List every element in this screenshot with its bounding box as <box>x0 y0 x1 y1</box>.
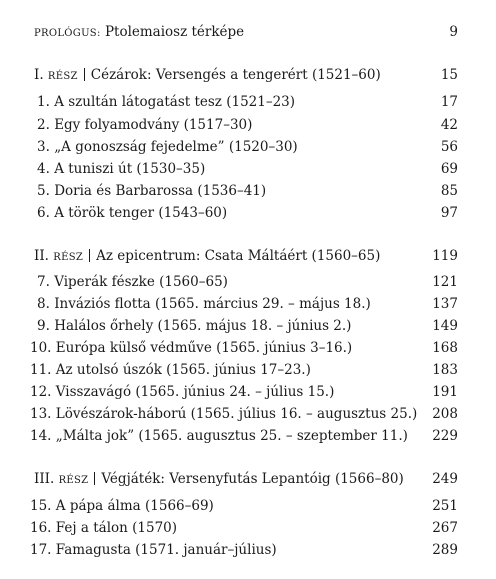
toc-part-2 <box>0 246 496 266</box>
toc-chapter <box>0 382 496 402</box>
chapter-number: 12. <box>30 384 52 400</box>
chapter-title: Európa külső védműve (1565. június 3–16.) <box>55 340 353 356</box>
chapter-page: 121 <box>432 274 458 290</box>
chapter-page: 97 <box>440 205 458 221</box>
chapter-number: 5. <box>37 183 50 199</box>
chapter-number: 7. <box>37 274 50 290</box>
toc-prologue <box>0 22 496 42</box>
toc-chapter <box>0 272 496 292</box>
toc-chapter <box>0 518 496 538</box>
chapter-number: 15. <box>30 498 52 514</box>
chapter-title: A tuniszi út (1530–35) <box>54 161 206 177</box>
chapter-page: 69 <box>440 161 458 177</box>
chapter-number: 1. <box>37 94 50 110</box>
divider-bar <box>89 249 90 262</box>
chapter-page: 17 <box>440 94 458 110</box>
chapter-title: Doria és Barbarossa (1536–41) <box>54 183 267 199</box>
chapter-page: 208 <box>432 406 458 422</box>
chapter-page: 42 <box>440 117 458 133</box>
toc-chapter <box>0 92 496 112</box>
chapter-page: 267 <box>432 520 458 536</box>
part-page: 249 <box>432 471 458 487</box>
chapter-title: „Málta jok” (1565. augusztus 25. – szeptember 11.) <box>55 428 408 444</box>
divider-bar <box>94 472 95 485</box>
chapter-title: Az utolsó úszók (1565. június 17–23.) <box>55 362 311 378</box>
toc-chapter <box>0 294 496 314</box>
chapter-number: 6. <box>37 205 50 221</box>
toc-chapter <box>0 115 496 135</box>
chapter-page: 149 <box>432 318 458 334</box>
toc-chapter <box>0 360 496 380</box>
chapter-number: 3. <box>37 139 50 155</box>
divider-bar <box>84 68 85 81</box>
part-title: Az epicentrum: Csata Máltáért (1560–65) <box>96 248 381 264</box>
prologue-title: Ptolemaiosz térképe <box>104 24 245 40</box>
part-numeral: II. <box>34 248 49 264</box>
chapter-title: Inváziós flotta (1565. március 29. – május 18.) <box>54 296 371 312</box>
chapter-title: Halálos őrhely (1565. május 18. – június 2.) <box>54 318 352 334</box>
toc-chapter <box>0 404 496 424</box>
prologue-label: PROLÓGUS: <box>34 28 101 39</box>
chapter-title: „A gonoszság fejedelme” (1520–30) <box>54 139 298 155</box>
part-numeral: III. <box>34 471 55 487</box>
chapter-number: 2. <box>37 117 50 133</box>
chapter-number: 10. <box>30 340 52 356</box>
part-resz: RÉSZ <box>47 71 78 82</box>
chapter-title: A pápa álma (1566–69) <box>55 498 214 514</box>
chapter-page: 85 <box>440 183 458 199</box>
chapter-page: 168 <box>432 340 458 356</box>
chapter-title: Famagusta (1571. január–július) <box>55 542 277 558</box>
chapter-number: 4. <box>37 161 50 177</box>
chapter-number: 11. <box>30 362 52 378</box>
part-page: 15 <box>440 67 458 83</box>
chapter-title: Visszavágó (1565. június 24. – július 15.) <box>55 384 335 400</box>
chapter-number: 16. <box>30 520 52 536</box>
chapter-title: Egy folyamodvány (1517–30) <box>54 117 253 133</box>
chapter-page: 183 <box>432 362 458 378</box>
toc-chapter <box>0 181 496 201</box>
chapter-number: 9. <box>37 318 50 334</box>
chapter-page: 56 <box>440 139 458 155</box>
part-resz: RÉSZ <box>53 252 84 263</box>
chapter-title: A szultán látogatást tesz (1521–23) <box>54 94 296 110</box>
toc-chapter <box>0 159 496 179</box>
toc-chapter <box>0 203 496 223</box>
chapter-page: 251 <box>432 498 458 514</box>
toc-chapter <box>0 137 496 157</box>
chapter-page: 191 <box>432 384 458 400</box>
chapter-page: 289 <box>432 542 458 558</box>
chapter-number: 14. <box>30 428 52 444</box>
prologue-page: 9 <box>449 24 458 40</box>
toc-chapter <box>0 338 496 358</box>
part-numeral: I. <box>34 67 44 83</box>
chapter-title: Viperák fészke (1560–65) <box>54 274 228 290</box>
part-resz: RÉSZ <box>58 475 89 486</box>
chapter-page: 137 <box>432 296 458 312</box>
chapter-number: 8. <box>37 296 50 312</box>
toc-chapter <box>0 426 496 446</box>
toc-chapter <box>0 316 496 336</box>
chapter-number: 13. <box>30 406 52 422</box>
toc-part-3 <box>0 469 496 489</box>
part-title: Cézárok: Versengés a tengerért (1521–60) <box>90 67 381 83</box>
toc-chapter <box>0 540 496 560</box>
part-page: 119 <box>432 248 458 264</box>
toc-part-1 <box>0 65 496 85</box>
chapter-title: Lövészárok-háború (1565. július 16. – augusztus 25.) <box>55 406 418 422</box>
chapter-page: 229 <box>432 428 458 444</box>
toc-chapter <box>0 496 496 516</box>
chapter-number: 17. <box>30 542 52 558</box>
part-title: Végjáték: Versenyfutás Lepantóig (1566–80) <box>101 471 404 487</box>
chapter-title: A török tenger (1543–60) <box>54 205 228 221</box>
chapter-title: Fej a tálon (1570) <box>55 520 178 536</box>
